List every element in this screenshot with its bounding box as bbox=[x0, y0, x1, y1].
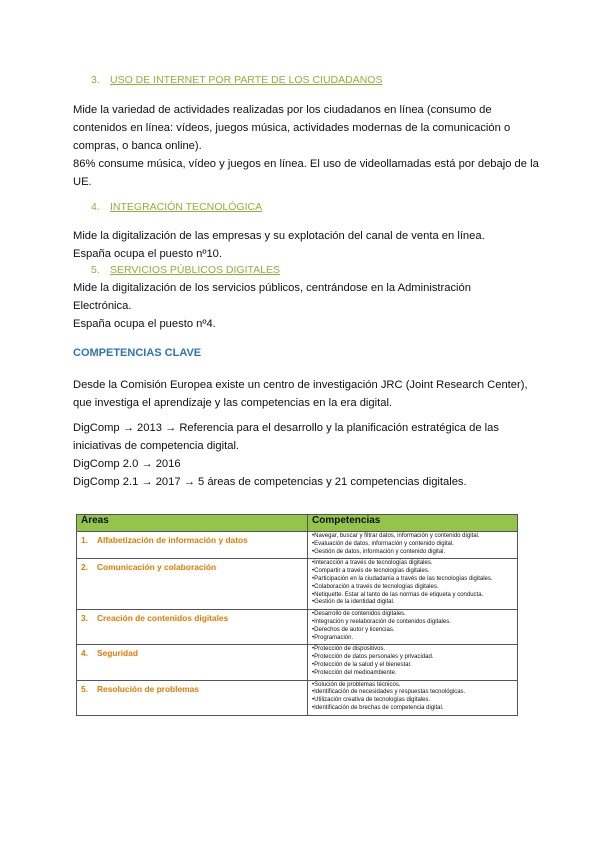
competencia-item: • Gestión de datos, información y contenido digital. bbox=[312, 549, 514, 557]
section-3-number: 3. bbox=[91, 74, 100, 86]
competencia-item: • Desarrollo de contenidos digitales. bbox=[312, 611, 514, 619]
competencia-item: • Solución de problemas técnicos. bbox=[312, 682, 514, 690]
area-label: Seguridad bbox=[97, 648, 138, 659]
digcomp-line: DigComp 2.1 → 2017 → 5 áreas de competencias y 21 competencias digitales. bbox=[73, 476, 467, 488]
text-line: España ocupa el puesto nº4. bbox=[73, 318, 216, 330]
area-label: Creación de contenidos digitales bbox=[97, 613, 229, 624]
table-row bbox=[77, 532, 518, 559]
competencias-cell bbox=[308, 610, 518, 645]
competencia-item: • Participación en la ciudadanía a través de las tecnologías digitales. bbox=[312, 576, 514, 584]
text-line: Mide la digitalización de las empresas y su explotación del canal de venta en línea. bbox=[73, 230, 485, 242]
section-5-heading[interactable]: SERVICIOS PÚBLICOS DIGITALES bbox=[110, 264, 280, 276]
competencia-item: • Colaboración a través de tecnologías digitales. bbox=[312, 584, 514, 592]
competencia-item: • Programación. bbox=[312, 635, 514, 643]
area-label: Alfabetización de información y datos bbox=[97, 535, 248, 545]
area-number: 5. bbox=[81, 683, 88, 694]
header-competencias: Competencias bbox=[308, 515, 518, 532]
area-cell bbox=[77, 559, 308, 610]
section-4-heading[interactable]: INTEGRACIÓN TECNOLÓGICA bbox=[110, 201, 263, 213]
section-5-number: 5. bbox=[91, 264, 100, 276]
digcomp-line: DigComp → 2013 → Referencia para el desarrollo y la planificación estratégica de las bbox=[73, 422, 499, 434]
table-row bbox=[77, 645, 518, 680]
text-line: contenidos en línea: vídeos, juegos música, actividades modernas de la comunicación o bbox=[73, 122, 511, 134]
competencia-item: • Navegar, buscar y filtrar datos, información y contenido digital. bbox=[312, 533, 514, 541]
competencia-item: • Protección de datos personales y privacidad. bbox=[312, 654, 514, 662]
competencia-item: • Protección de la salud y el bienestar. bbox=[312, 662, 514, 670]
area-cell bbox=[77, 610, 308, 645]
text-line: que investiga el aprendizaje y las competencias en la era digital. bbox=[73, 397, 393, 409]
section-5-body bbox=[73, 279, 543, 333]
digcomp-line: iniciativas de competencia digital. bbox=[73, 440, 240, 452]
text-line: España ocupa el puesto nº10. bbox=[73, 248, 223, 260]
competencia-item: • Protección del medioambiente. bbox=[312, 670, 514, 678]
text-line: Electrónica. bbox=[73, 300, 132, 312]
competencia-item: • Compartir a través de tecnologías digitales. bbox=[312, 568, 514, 576]
area-number: 1. bbox=[81, 535, 88, 545]
competencia-item: • Interacción a través de tecnologías digitales. bbox=[312, 560, 514, 568]
text-line: Mide la digitalización de los servicios públicos, centrándose en la Administración bbox=[73, 282, 471, 294]
area-number: 2. bbox=[81, 562, 88, 573]
area-cell bbox=[77, 532, 308, 559]
text-line: UE. bbox=[73, 176, 92, 188]
text-line: compras, o banca online). bbox=[73, 140, 202, 152]
text-line: Mide la variedad de actividades realizadas por los ciudadanos en línea (consumo de bbox=[73, 104, 492, 116]
competencia-item: • Evaluación de datos, información y contenido digital. bbox=[312, 541, 514, 549]
area-number: 3. bbox=[81, 613, 88, 624]
header-areas: Áreas bbox=[77, 515, 308, 532]
digcomp-list bbox=[73, 419, 543, 491]
area-number: 4. bbox=[81, 648, 88, 659]
competencia-item: • Netiquette. Estar al tanto de las normas de etiqueta y conducta. bbox=[312, 592, 514, 600]
competencia-item: • Utilización creativa de tecnologías digitales. bbox=[312, 697, 514, 705]
competencias-intro bbox=[73, 376, 543, 412]
competencia-item: • Derechos de autor y licencias. bbox=[312, 627, 514, 635]
area-label: Comunicación y colaboración bbox=[97, 562, 217, 573]
section-4-number: 4. bbox=[91, 201, 100, 213]
area-cell bbox=[77, 645, 308, 680]
competencia-item: • Gestión de la identidad digital. bbox=[312, 599, 514, 607]
competencias-table bbox=[76, 514, 518, 716]
competencias-cell bbox=[308, 680, 518, 715]
competencias-heading: COMPETENCIAS CLAVE bbox=[73, 347, 202, 359]
table-row bbox=[77, 680, 518, 715]
competencia-item: • Protección de dispositivos. bbox=[312, 646, 514, 654]
competencia-item: • Identificación de brechas de competencia digital. bbox=[312, 705, 514, 713]
section-3-body bbox=[73, 101, 543, 191]
section-4-body bbox=[73, 227, 543, 263]
area-cell bbox=[77, 680, 308, 715]
table-row bbox=[77, 559, 518, 610]
competencias-cell bbox=[308, 559, 518, 610]
table-row bbox=[77, 610, 518, 645]
competencia-item: • Identificación de necesidades y respuestas tecnológicas. bbox=[312, 689, 514, 697]
section-3-heading[interactable]: USO DE INTERNET POR PARTE DE LOS CIUDADANOS bbox=[110, 74, 383, 86]
digcomp-line: DigComp 2.0 → 2016 bbox=[73, 458, 181, 470]
text-line: 86% consume música, vídeo y juegos en línea. El uso de videollamadas está por debajo de la bbox=[73, 158, 539, 170]
text-line: Desde la Comisión Europea existe un centro de investigación JRC (Joint Research Center), bbox=[73, 379, 528, 391]
competencias-cell bbox=[308, 645, 518, 680]
area-label: Resolución de problemas bbox=[97, 683, 199, 694]
table-header-row bbox=[77, 515, 518, 532]
competencia-item: • Integración y reelaboración de contenidos digitales. bbox=[312, 619, 514, 627]
competencias-cell bbox=[308, 532, 518, 559]
